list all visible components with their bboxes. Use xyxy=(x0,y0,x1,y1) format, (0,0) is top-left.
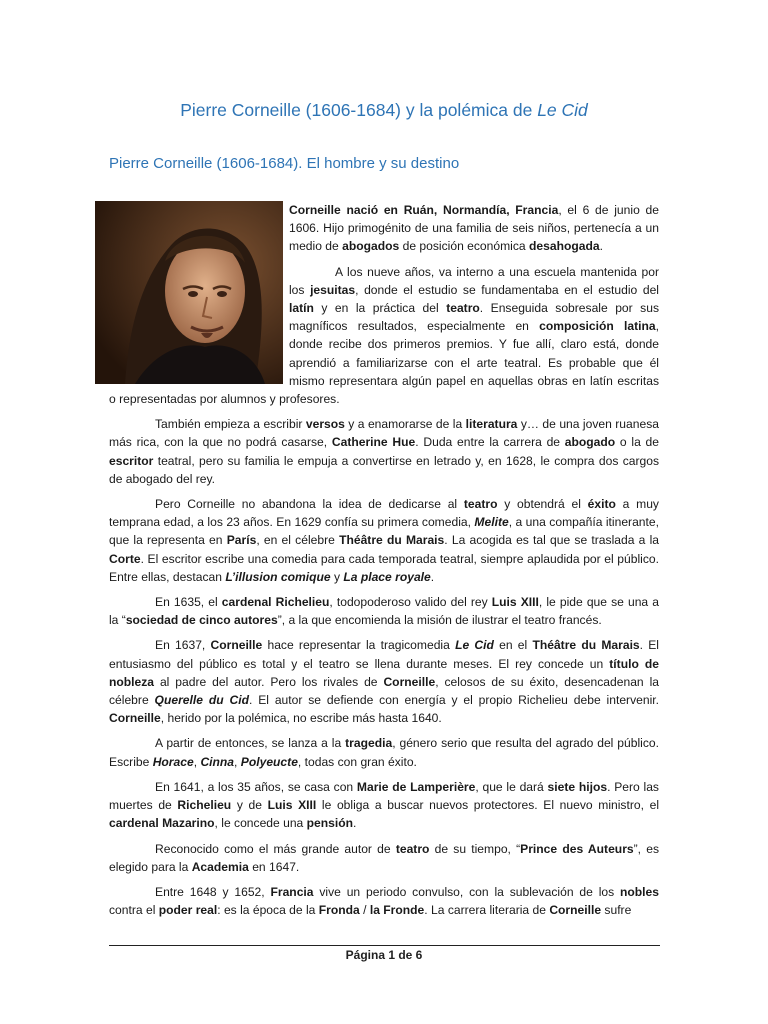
page-title: Pierre Corneille (1606-1684) y la polémica de Le Cid xyxy=(180,100,588,120)
paragraph-7: A partir de entonces, se lanza a la tragedia, género serio que resulta del agrado del público. Escribe Horace, Cinna, Polyeucte, todas con gran éxito. xyxy=(109,736,659,769)
paragraph-6: En 1637, Corneille hace representar la tragicomedia Le Cid en el Théâtre du Marais. El entusiasmo del público es total y el teatro se llena durante meses. El rey concede un título de nobleza al padre del autor. Pero los rivales de Corneille, celosos de su éxito, desencadenan la célebre Querelle du Cid. El autor se defiende con energía y el propio Richelieu debe intervenir. Corneille, herido por la polémica, no escribe más hasta 1640. xyxy=(109,638,659,726)
paragraph-8: En 1641, a los 35 años, se casa con Marie de Lamperière, que le dará siete hijos. Pero las muertes de Richelieu y de Luis XIII le obliga a buscar nuevos protectores. El nuevo ministro, el cardenal Mazarino, le concede una pensión. xyxy=(109,779,660,831)
paragraph-1: Corneille nació en Ruán, Normandía, Francia, el 6 de junio de 1606. Hijo primogénito de una familia de seis niños, pertenecía a un medio de abogados de posición económica desahogada. xyxy=(289,203,659,254)
paragraph-10: Entre 1648 y 1652, Francia vive un periodo convulso, con la sublevación de los nobles contra el poder real: es la época de la Fronda / la Fronde. La carrera literaria de Corneille sufre xyxy=(109,884,659,918)
footer-divider xyxy=(109,945,660,946)
paragraph-9: Reconocido como el más grande autor de teatro de su tiempo, “Prince des Auteurs”, es elegido para la Academia en 1647. xyxy=(109,841,659,874)
paragraph-2: A los nueve años, va interno a una escuela mantenida por los jesuitas, donde el estudio se fundamentaba en el estudio del latín y en la práctica del teatro. Enseguida sobresale por sus magníficos resultados, especialmente en composición latina, donde recibe dos primeros premios. Y fue allí, claro está, donde aprendió a familiarizarse con el arte teatral. Es probable que él mismo representara algún papel en aquellas obras en latín escritas o representadas por alumnos y profesores. xyxy=(109,264,659,407)
portrait-image xyxy=(95,201,283,384)
document-body xyxy=(109,201,659,926)
section-heading: Pierre Corneille (1606-1684). El hombre y su destino xyxy=(109,155,460,172)
page-number: Página 1 de 6 xyxy=(345,948,423,962)
paragraph-5: En 1635, el cardenal Richelieu, todopoderoso valido del rey Luis XIII, le pide que se una a la “sociedad de cinco autores”, a la que encomienda la misión de ilustrar el teatro francés. xyxy=(109,595,659,628)
paragraph-3: También empieza a escribir versos y a enamorarse de la literatura y… de una joven ruanesa más rica, con la que no podrá casarse, Catherine Hue. Duda entre la carrera de abogado o la de escritor teatral, pero su familia le empuja a convertirse en letrado y, en 1628, le compra dos cargos de abogado del rey. xyxy=(109,417,660,486)
paragraph-4: Pero Corneille no abandona la idea de dedicarse al teatro y obtendrá el éxito a muy temprana edad, a los 23 años. En 1629 confía su primera comedia, Melite, a una compañía itinerante, que la representa en París, en el célebre Théâtre du Marais. La acogida es tal que se traslada a la Corte. El escritor escribe una comedia para cada temporada teatral, siempre aplaudida por el público. Entre ellas, destacan L’illusion comique y La place royale. xyxy=(109,497,660,584)
